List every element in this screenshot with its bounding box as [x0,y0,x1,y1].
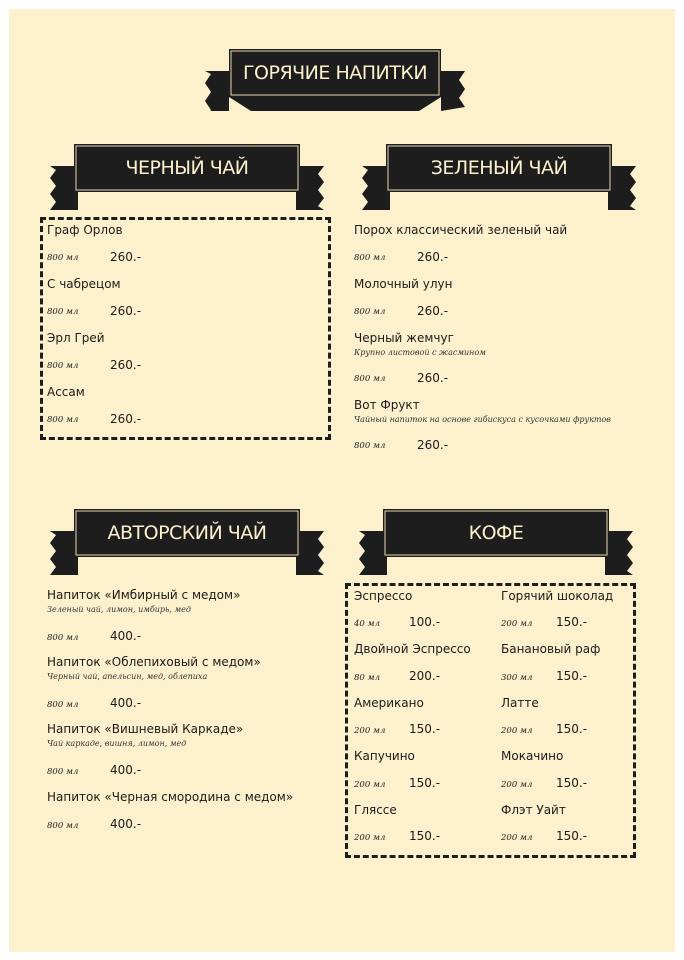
item-name: Эрл Грей [47,331,105,345]
item-name: Двойной Эспрессо [354,642,471,656]
item-name: Американо [354,696,424,710]
item-price: 260.- [110,304,142,318]
item-price: 150.- [556,776,588,790]
list-item [47,790,293,804]
list-item [47,385,85,399]
list-item [354,398,611,424]
list-item [501,589,613,603]
author-tea-title: АВТОРСКИЙ ЧАЙ [107,522,267,544]
item-description: Крупно листовой с жасмином [354,348,486,357]
item-volume: 800 мл [354,253,386,263]
list-item [47,223,123,237]
page-title: ГОРЯЧИЕ НАПИТКИ [242,62,428,84]
list-item [47,588,240,614]
item-description: Черный чай, апельсин, мед, облепиха [47,672,208,681]
item-name: Капучино [354,749,415,763]
item-volume: 800 мл [47,700,79,710]
list-item [501,803,566,817]
item-price: 260.- [417,371,449,385]
item-volume: 800 мл [354,374,386,384]
black-tea-banner [50,144,324,212]
item-name: Порох классический зеленый чай [354,223,568,237]
item-name: Граф Орлов [47,223,123,237]
item-volume: 800 мл [47,307,79,317]
list-item [501,696,539,710]
item-price: 150.- [556,615,588,629]
item-volume: 800 мл [47,821,79,831]
item-name: Черный жемчуг [354,331,454,345]
item-volume: 800 мл [354,307,386,317]
item-name: Мокачино [501,749,564,763]
item-price: 100.- [409,615,441,629]
list-item [47,331,105,345]
item-volume: 80 мл [354,673,380,683]
list-item [354,331,486,357]
black-tea-frame [40,217,331,440]
item-price: 150.- [556,829,588,843]
item-price: 200.- [409,669,441,683]
list-item [501,749,563,763]
item-name: Напиток «Черная смородина с медом» [47,790,294,804]
item-name: Молочный улун [354,277,453,291]
main-title-banner [205,49,465,111]
list-item [501,642,600,656]
list-item [47,277,121,291]
item-volume: 200 мл [354,780,386,790]
item-price: 150.- [556,722,588,736]
item-price: 400.- [110,696,142,710]
item-name: Напиток «Облепиховый с медом» [47,655,261,669]
item-price: 260.- [110,412,142,426]
author-tea-banner [50,509,324,577]
item-description: Чай каркаде, вишня, лимон, мед [47,739,187,748]
list-item [354,642,471,656]
item-price: 260.- [110,358,142,372]
green-tea-title: ЗЕЛЕНЫЙ ЧАЙ [430,157,568,179]
item-name: Флэт Уайт [501,803,566,817]
item-name: Напиток «Вишневый Каркаде» [47,722,244,736]
item-price: 260.- [417,250,449,264]
black-tea-title: ЧЕРНЫЙ ЧАЙ [125,157,249,179]
item-volume: 800 мл [354,441,386,451]
item-volume: 800 мл [47,767,79,777]
item-price: 150.- [409,722,441,736]
item-price: 150.- [409,829,441,843]
item-volume: 800 мл [47,361,79,371]
item-volume: 200 мл [501,619,533,629]
item-name: С чабрецом [47,277,121,291]
item-volume: 800 мл [47,253,79,263]
list-item [354,696,424,710]
item-price: 260.- [417,304,449,318]
list-item [354,277,452,291]
item-name: Эспрессо [354,589,413,603]
item-price: 400.- [110,629,142,643]
coffee-title: КОФЕ [468,522,524,544]
item-price: 260.- [417,438,449,452]
list-item [354,749,415,763]
item-name: Латте [501,696,539,710]
item-volume: 800 мл [47,633,79,643]
item-price: 150.- [409,776,441,790]
item-volume: 300 мл [501,673,533,683]
item-volume: 200 мл [501,833,533,843]
item-name: Банановый раф [501,642,601,656]
list-item [47,655,261,681]
list-item [354,589,412,603]
item-volume: 800 мл [47,415,79,425]
item-description: Чайный напиток на основе гибискуса с кусочками фруктов [354,415,611,424]
item-name: Гляссе [354,803,397,817]
item-price: 260.- [110,250,142,264]
item-volume: 200 мл [501,780,533,790]
list-item [47,722,243,748]
item-description: Зеленый чай, лимон, имбирь, мед [47,605,191,614]
item-name: Напиток «Имбирный с медом» [47,588,241,602]
list-item [354,223,567,237]
item-volume: 40 мл [354,619,380,629]
item-volume: 200 мл [354,833,386,843]
item-name: Ассам [47,385,85,399]
green-tea-banner [362,144,636,212]
item-name: Вот Фрукт [354,398,420,412]
item-volume: 200 мл [501,726,533,736]
menu-page [9,9,675,952]
item-name: Горячий шоколад [501,589,614,603]
item-price: 400.- [110,817,142,831]
item-price: 400.- [110,763,142,777]
coffee-banner [359,509,633,577]
item-volume: 200 мл [354,726,386,736]
list-item [354,803,397,817]
item-price: 150.- [556,669,588,683]
